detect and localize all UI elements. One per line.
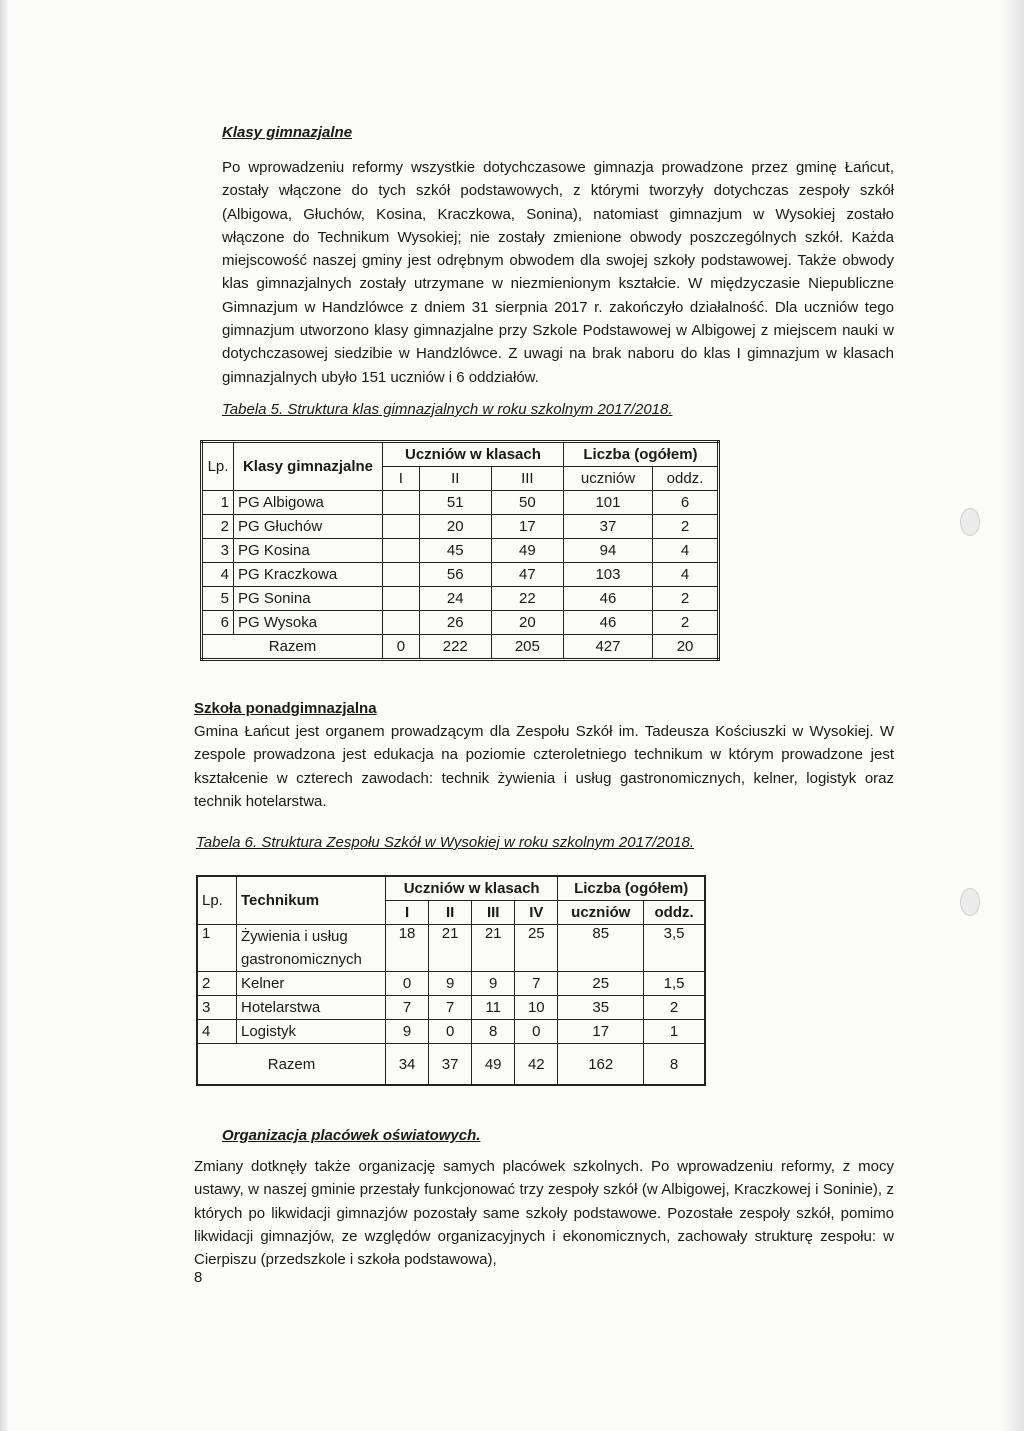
paragraph-gimnazjalne: Po wprowadzeniu reformy wszystkie dotychczasowe gimnazja prowadzone przez gminę Łańcut, zostały włączone do tych szkół podstawowych, z którymi tworzyły dotychczas zespoły szkół (Albigowa, Głuchów, Kosina, Kraczkowa, Sonina), natomiast gimnazjum w Wysokiej zostało włączone do Technikum Wysokiej; nie zostały zmienione obwody poszczególnych szkół. Każda miejscowość naszej gminy jest odrębnym obwodem dla swojej szkoły podstawowej. Także obwody klas gimnazjalnych zostały utrzymane w niezmienionym kształcie. W międzyczasie Niepubliczne Gimnazjum w Handzlówce z dniem 31 sierpnia 2017 r. zakończyło działalność. Dla uczniów tego gimnazjum utworzono klasy gimnazjalne przy Szkole Podstawowej w Albigowej z miejscem nauki w dotychczasowej siedzibie w Handzlówce. Z uwagi na brak naboru do klas I gimnazjum w klasach gimnazjalnych ubyło 151 uczniów i 6 oddziałów. [222, 159, 894, 386]
table5-header-iii: III [491, 467, 563, 491]
cell-i [383, 515, 420, 539]
table6 [196, 875, 706, 1086]
cell-name: PG Albigowa [234, 491, 383, 515]
cell-i: 9 [386, 1020, 429, 1044]
cell-divisions: 2 [653, 515, 719, 539]
section-heading-ponadgimnazjalna: Szkoła ponadgimnazjalna [194, 700, 377, 717]
cell-divisions: 4 [653, 539, 719, 563]
cell-ii: 7 [429, 996, 472, 1020]
table-row [202, 587, 719, 611]
table5-header-i: I [383, 467, 420, 491]
cell-ii: 20 [419, 515, 491, 539]
table-row [197, 996, 705, 1020]
table6-header-divisions: oddz. [644, 901, 705, 925]
cell-i: 0 [383, 635, 420, 660]
cell-ii: 24 [419, 587, 491, 611]
table6-header-students: uczniów [558, 901, 644, 925]
cell-students: 46 [563, 587, 652, 611]
cell-lp: 4 [202, 563, 234, 587]
scan-edge-right [1002, 0, 1024, 1431]
cell-students: 17 [558, 1020, 644, 1044]
table-row [197, 925, 705, 972]
table5-caption: Tabela 5. Struktura klas gimnazjalnych w roku szkolnym 2017/2018. [222, 401, 673, 418]
section-heading-organizacja: Organizacja placówek oświatowych. [222, 1127, 481, 1144]
cell-divisions: 8 [644, 1044, 705, 1086]
table6-header-name: Technikum [237, 876, 386, 925]
cell-ii: 222 [419, 635, 491, 660]
cell-divisions: 6 [653, 491, 719, 515]
cell-divisions: 20 [653, 635, 719, 660]
table5-header-name: Klasy gimnazjalne [234, 442, 383, 491]
cell-iii: 11 [472, 996, 515, 1020]
cell-total-label: Razem [197, 1044, 386, 1086]
cell-i [383, 563, 420, 587]
cell-ii: 0 [429, 1020, 472, 1044]
table5-header-students: uczniów [563, 467, 652, 491]
cell-total-label: Razem [202, 635, 383, 660]
table6-header-students-group: Uczniów w klasach [386, 876, 558, 901]
table-row [202, 515, 719, 539]
table6-header-total-group: Liczba (ogółem) [558, 876, 705, 901]
table6-header-ii: II [429, 901, 472, 925]
cell-name: Hotelarstwa [237, 996, 386, 1020]
cell-iii: 9 [472, 972, 515, 996]
cell-students: 162 [558, 1044, 644, 1086]
cell-ii: 37 [429, 1044, 472, 1086]
table6-caption: Tabela 6. Struktura Zespołu Szkół w Wysokiej w roku szkolnym 2017/2018. [196, 834, 695, 851]
cell-divisions: 2 [653, 587, 719, 611]
table-total-row [197, 1044, 705, 1086]
section-heading-gimnazjalne: Klasy gimnazjalne [222, 124, 353, 141]
page-number: 8 [194, 1269, 203, 1286]
cell-name: PG Głuchów [234, 515, 383, 539]
cell-iii: 47 [491, 563, 563, 587]
cell-students: 85 [558, 925, 644, 972]
cell-i [383, 539, 420, 563]
table-total-row [202, 635, 719, 660]
paragraph-organizacja: Zmiany dotknęły także organizację samych placówek szkolnych. Po wprowadzeniu reformy, z mocy ustawy, w naszej gminie przestały funkcjonować trzy zespoły szkół (w Albigowej, Kraczkowej i Soninie), z których po likwidacji gimnazjów pozostały same szkoły podstawowe. Pozostałe zespoły szkół, pomimo likwidacji gimnazjów, ze względów organizacyjnych i ekonomicznych, zachowały strukturę zespołu: w Cierpiszu (przedszkole i szkoła podstawowa), [194, 1158, 894, 1269]
cell-iii: 50 [491, 491, 563, 515]
cell-iv: 42 [515, 1044, 558, 1086]
cell-divisions: 1 [644, 1020, 705, 1044]
cell-i: 18 [386, 925, 429, 972]
cell-i: 34 [386, 1044, 429, 1086]
cell-iii: 49 [472, 1044, 515, 1086]
cell-divisions: 2 [653, 611, 719, 635]
paragraph-ponadgimnazjalna: Gmina Łańcut jest organem prowadzącym dla Zespołu Szkół im. Tadeusza Kościuszki w Wysokiej. W zespole prowadzona jest edukacja na poziomie czteroletniego technikum w którym prowadzone jest kształcenie w czterech zawodach: technik żywienia i usług gastronomicznych, kelner, logistyk oraz technik hotelarstwa. [194, 723, 894, 810]
cell-iii: 21 [472, 925, 515, 972]
cell-iii: 22 [491, 587, 563, 611]
table6-header-lp: Lp. [197, 876, 237, 925]
scan-edge-left [0, 0, 8, 1431]
table5-header-students-group: Uczniów w klasach [383, 442, 564, 467]
cell-students: 427 [563, 635, 652, 660]
table5-header-ii: II [419, 467, 491, 491]
table-row [197, 1020, 705, 1044]
cell-lp: 5 [202, 587, 234, 611]
cell-i: 7 [386, 996, 429, 1020]
table-row [202, 611, 719, 635]
cell-students: 25 [558, 972, 644, 996]
cell-ii: 56 [419, 563, 491, 587]
cell-iv: 25 [515, 925, 558, 972]
cell-students: 94 [563, 539, 652, 563]
cell-students: 103 [563, 563, 652, 587]
cell-iii: 49 [491, 539, 563, 563]
cell-lp: 1 [202, 491, 234, 515]
cell-iii: 20 [491, 611, 563, 635]
table5 [200, 440, 720, 661]
cell-divisions: 3,5 [644, 925, 705, 972]
cell-iii: 205 [491, 635, 563, 660]
table6-header-iv: IV [515, 901, 558, 925]
table-row [202, 491, 719, 515]
cell-lp: 1 [197, 925, 237, 972]
cell-ii: 26 [419, 611, 491, 635]
cell-students: 35 [558, 996, 644, 1020]
cell-i [383, 587, 420, 611]
table5-header-lp: Lp. [202, 442, 234, 491]
cell-name: PG Kosina [234, 539, 383, 563]
table6-header-i: I [386, 901, 429, 925]
table-row [202, 539, 719, 563]
cell-divisions: 1,5 [644, 972, 705, 996]
table5-header-divisions: oddz. [653, 467, 719, 491]
cell-ii: 9 [429, 972, 472, 996]
cell-name: PG Wysoka [234, 611, 383, 635]
cell-ii: 51 [419, 491, 491, 515]
cell-i: 0 [386, 972, 429, 996]
cell-name: Logistyk [237, 1020, 386, 1044]
cell-ii: 21 [429, 925, 472, 972]
cell-lp: 6 [202, 611, 234, 635]
cell-iii: 17 [491, 515, 563, 539]
cell-ii: 45 [419, 539, 491, 563]
cell-lp: 2 [197, 972, 237, 996]
table5-header-total-group: Liczba (ogółem) [563, 442, 718, 467]
table-row [197, 972, 705, 996]
cell-name: PG Sonina [234, 587, 383, 611]
cell-iv: 7 [515, 972, 558, 996]
cell-lp: 3 [202, 539, 234, 563]
cell-lp: 4 [197, 1020, 237, 1044]
table-row [202, 563, 719, 587]
cell-iii: 8 [472, 1020, 515, 1044]
punch-hole [960, 888, 980, 916]
cell-iv: 10 [515, 996, 558, 1020]
cell-lp: 2 [202, 515, 234, 539]
cell-divisions: 4 [653, 563, 719, 587]
cell-students: 37 [563, 515, 652, 539]
cell-students: 46 [563, 611, 652, 635]
cell-students: 101 [563, 491, 652, 515]
cell-name: Żywienia i usług gastronomicznych [237, 925, 386, 972]
cell-i [383, 611, 420, 635]
table6-header-iii: III [472, 901, 515, 925]
cell-divisions: 2 [644, 996, 705, 1020]
cell-i [383, 491, 420, 515]
cell-name: PG Kraczkowa [234, 563, 383, 587]
cell-lp: 3 [197, 996, 237, 1020]
cell-iv: 0 [515, 1020, 558, 1044]
punch-hole [960, 508, 980, 536]
cell-name: Kelner [237, 972, 386, 996]
